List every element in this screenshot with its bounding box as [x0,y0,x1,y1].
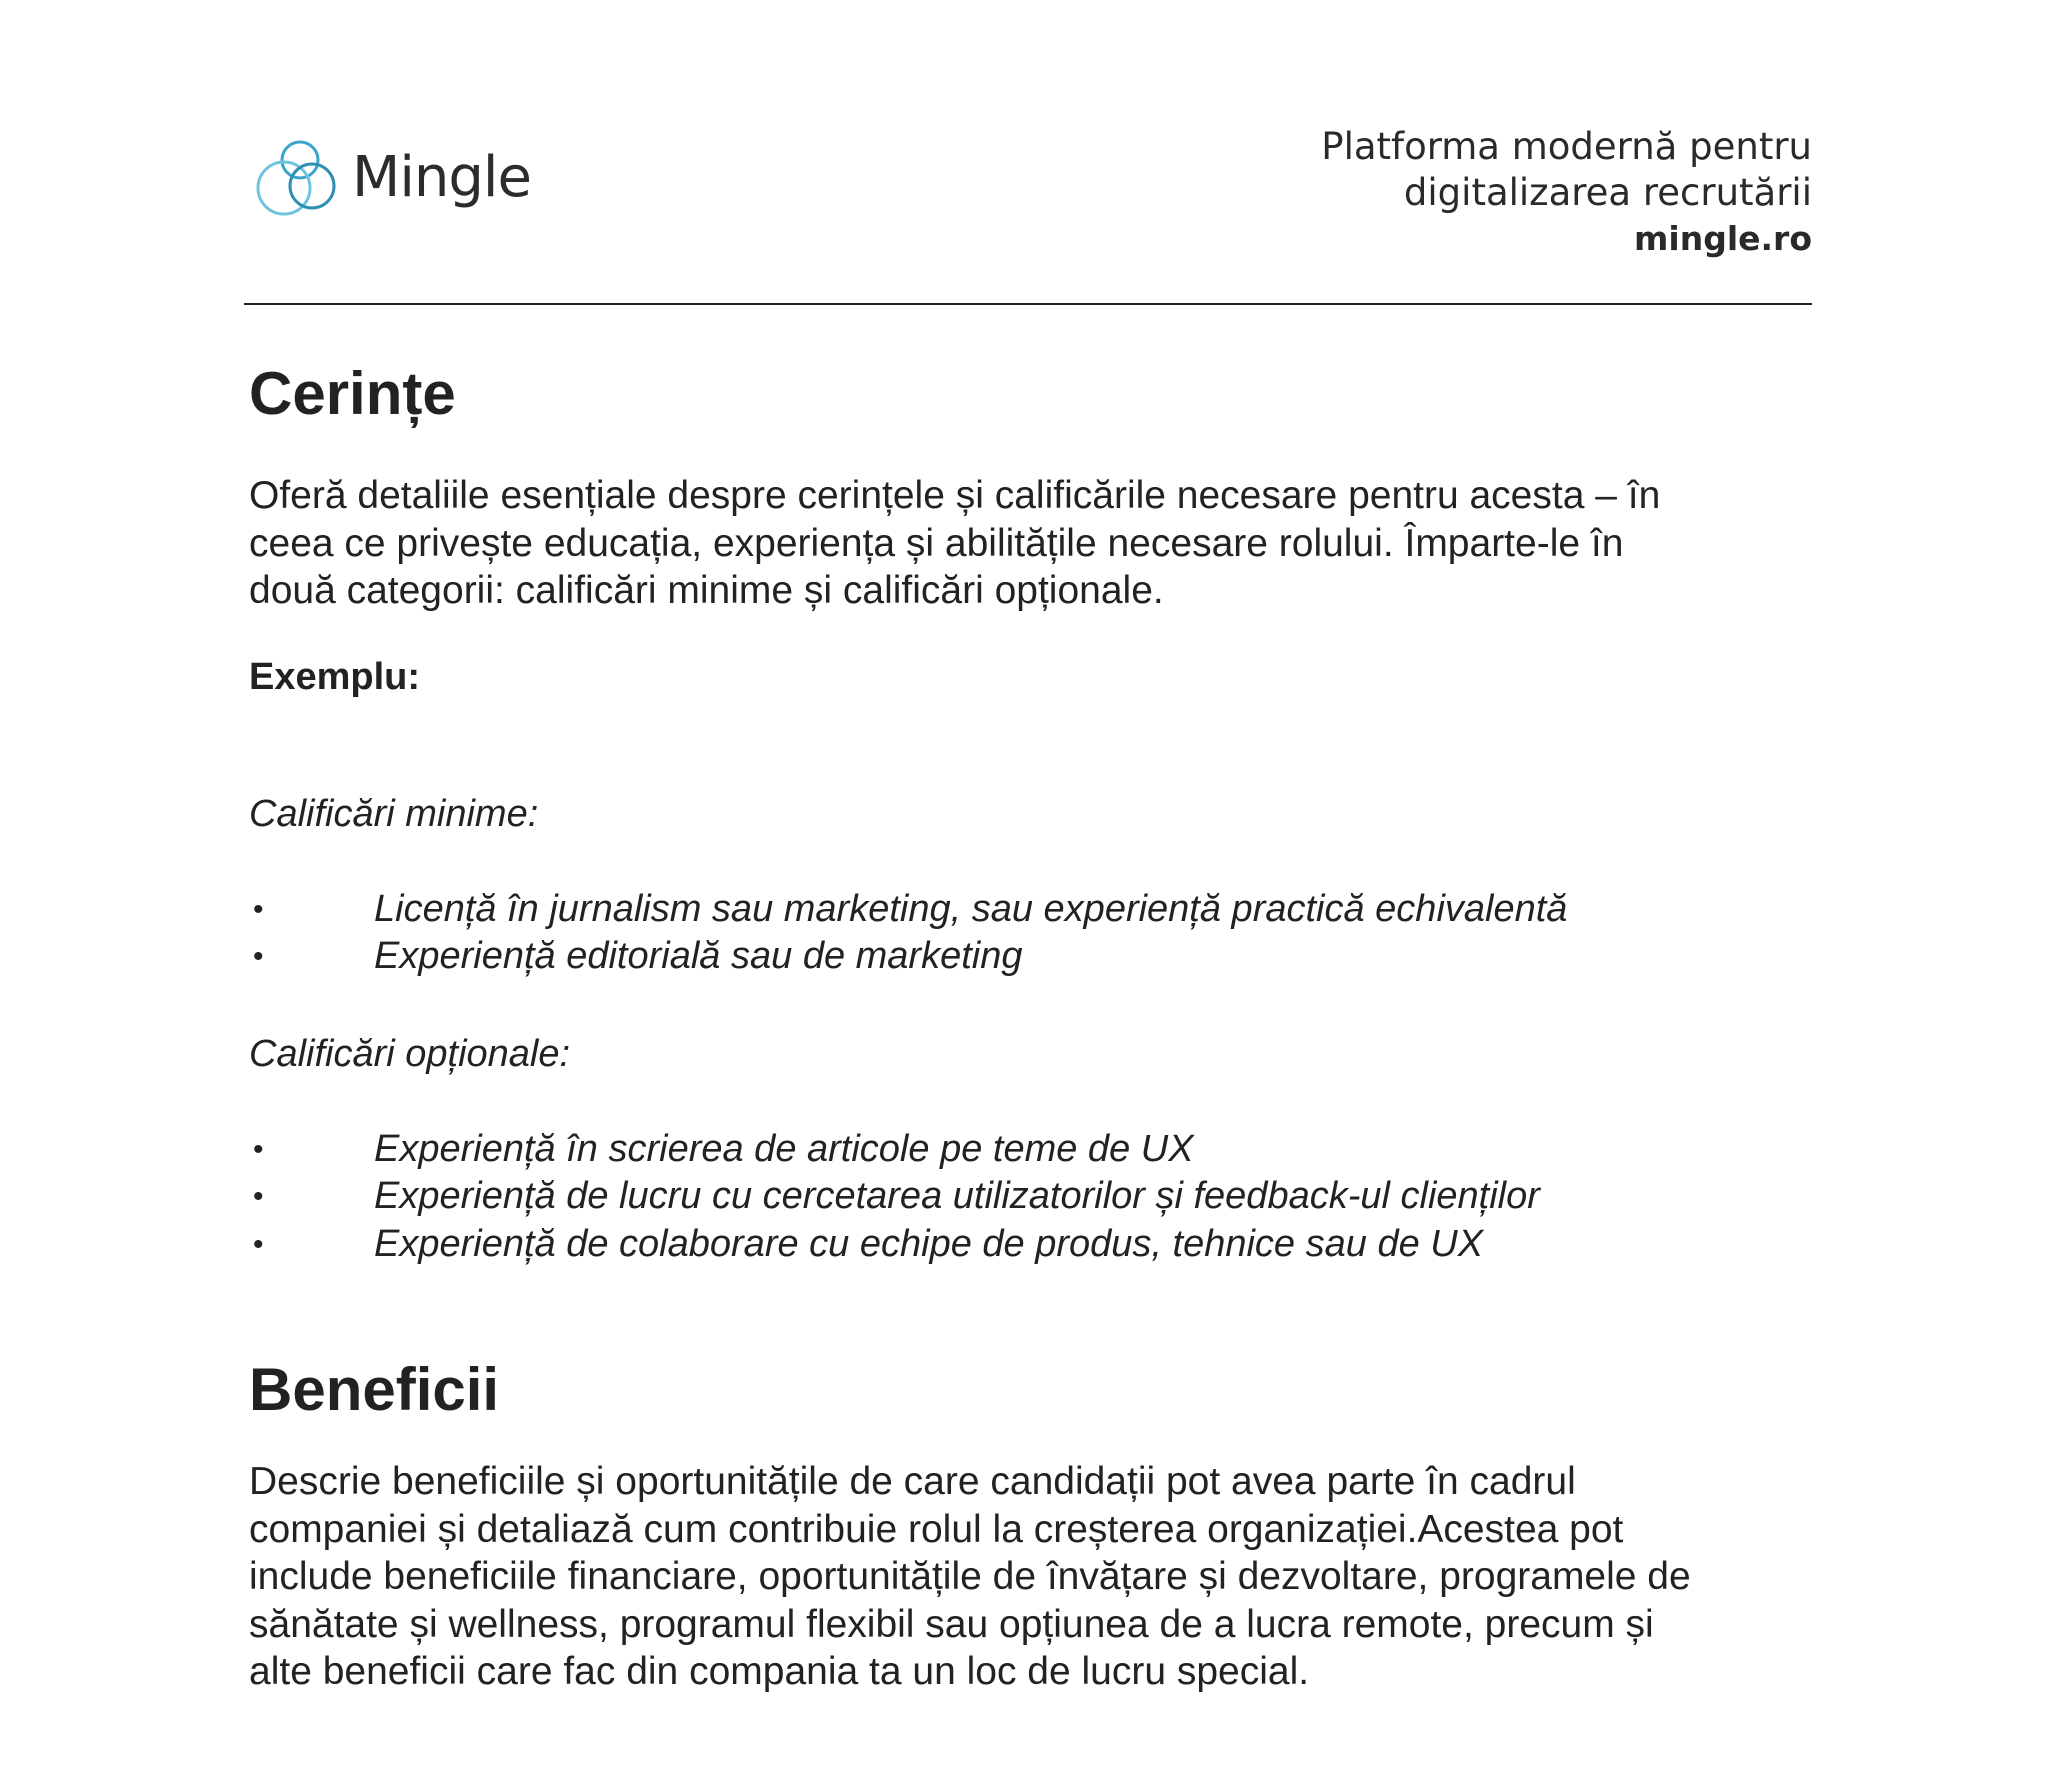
list-item: • Licență în jurnalism sau marketing, sau experiență practică echivalentă [249,886,1809,934]
beneficii-line-5: alte beneficii care fac din compania ta un loc de lucru special. [249,1650,1310,1693]
cerinte-intro-line-2: ceea ce privește educația, experiența și abilitățile necesare rolului. Împarte-le în [249,521,1624,565]
beneficii-line-3: include beneficiile financiare, oportunitățile de învățare și dezvoltare, programele de [249,1555,1691,1598]
bullet-icon: • [253,1132,264,1166]
optional-qualifications-heading: Calificări opționale: [249,1032,571,1075]
cerinte-intro [249,472,1809,615]
list-item: • Experiență în scrierea de articole pe teme de UX [249,1126,1809,1174]
header-tagline [1321,124,1812,262]
minimum-qualifications-list [249,886,1809,981]
section-title-cerinte: Cerințe [249,360,456,427]
list-item: • Experiență editorială sau de marketing [249,933,1809,981]
header-divider [244,303,1812,305]
cerinte-intro-line-3: două categorii: calificări minime și calificări opționale. [249,569,1164,612]
optional-qualifications-list [249,1126,1809,1269]
beneficii-line-4: sănătate și wellness, programul flexibil sau opțiunea de a lucra remote, precum și [249,1602,1654,1646]
beneficii-line-2: companiei și detaliază cum contribuie rolul la creșterea organizației.Acestea pot [249,1507,1624,1551]
bullet-icon: • [253,1180,264,1213]
mingle-logo-icon [248,136,346,226]
section-title-beneficii: Beneficii [249,1356,500,1423]
example-label: Exemplu: [249,655,421,698]
bullet-icon: • [253,1227,264,1261]
mingle-logo [248,136,531,226]
list-item: • Experiență de colaborare cu echipe de produs, tehnice sau de UX [249,1221,1809,1269]
minimum-qualifications-heading: Calificări minime: [249,792,539,835]
bullet-icon: • [253,892,264,926]
bullet-icon: • [253,940,264,973]
document-body [249,350,1809,1696]
beneficii-line-1: Descrie beneficiile și oportunitățile de care candidații pot avea parte în cadrul [249,1460,1576,1503]
website-link[interactable]: mingle.ro [1634,219,1812,258]
logo-wordmark: Mingle [352,144,531,210]
tagline-line-2: digitalizarea recrutării [1403,171,1812,214]
beneficii-description [249,1458,1809,1696]
tagline-line-1: Platforma modernă pentru [1321,125,1812,168]
list-item: • Experiență de lucru cu cercetarea utilizatorilor și feedback-ul clienților [249,1173,1809,1221]
cerinte-intro-line-1: Oferă detaliile esențiale despre cerințele și calificările necesare pentru acesta – în [249,474,1661,517]
